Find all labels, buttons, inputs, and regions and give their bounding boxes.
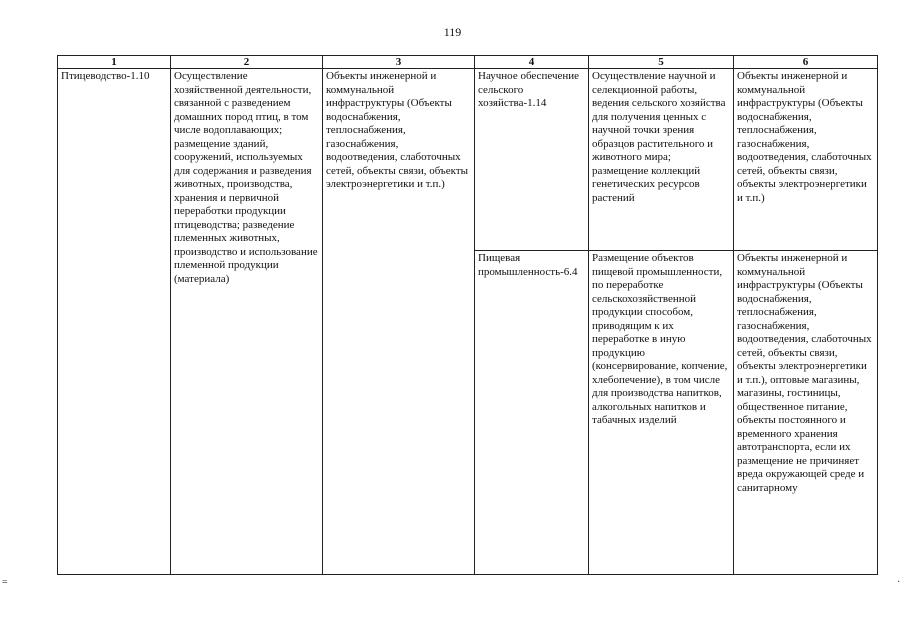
conditional-use-type-cell [475, 251, 589, 575]
conditional-use-description-cell [589, 251, 734, 575]
column-header-2: 2 [171, 56, 323, 69]
conditional-use-description: Осуществление научной и селекционной работы, ведения сельского хозяйства для получения ценных с научной точки зрения образцов растительного и животного мира; размещение коллекций генетических ресурсов растений [592, 70, 726, 204]
main-use-type: Птицеводство-1.10 [61, 70, 150, 82]
main-use-description: Осуществление хозяйственной деятельности, связанной с разведением домашних пород птиц, в том числе водоплавающих; размещение зданий, сооружений, используемых для содержания и разведения животных, производства, хранения и первичной переработки продукции птицеводства; разведение племенных животных, производство и использование племенной продукции (материала) [174, 70, 318, 285]
conditional-use-description: Размещение объектов пищевой промышленности, по переработке сельскохозяйственной продукции способом, приводящим к их переработке в иную продукцию (консервирование, копчение, хлебопечение), в том числе для производства напитков, алкогольных напитков и табачных изделий [592, 252, 728, 426]
zoning-table [57, 55, 878, 575]
main-use-type-cell [58, 69, 171, 575]
conditional-use-description-cell [589, 69, 734, 251]
main-use-objects: Объекты инженерной и коммунальной инфраструктуры (Объекты водоснабжения, теплоснабжения, газоснабжения, водоотведения, слаботочных сетей, объекты связи, объекты электроэнергетики и т.п.) [326, 70, 469, 190]
conditional-use-type-cell [475, 69, 589, 251]
table-row [58, 69, 878, 251]
conditional-use-objects: Объекты инженерной и коммунальной инфраструктуры (Объекты водоснабжения, теплоснабжения, газоснабжения, водоотведения, слаботочных сетей, объекты связи, объекты электроэнергетики и т.п.), оптовые магазины, магазины, гостиницы, общественное питание, объекты постоянного и временного хранения автотранспорта, если их размещение не причиняет вреда окружающей среде и санитарному [737, 252, 872, 494]
column-header-4: 4 [475, 56, 589, 69]
scan-edge-mark-left: = [2, 577, 8, 588]
main-use-description-cell [171, 69, 323, 575]
conditional-use-objects: Объекты инженерной и коммунальной инфраструктуры (Объекты водоснабжения, теплоснабжения, газоснабжения, водоотведения, слаботочных сетей, объекты связи, объекты электроэнергетики и т.п.) [737, 70, 872, 204]
conditional-use-objects-cell [734, 251, 878, 575]
header-row [58, 56, 878, 69]
conditional-use-objects-cell [734, 69, 878, 251]
conditional-use-type: Научное обеспечение сельского хозяйства-1.14 [478, 70, 580, 109]
page-number: 119 [443, 25, 462, 39]
conditional-use-type: Пищевая промышленность-6.4 [478, 252, 578, 278]
column-header-5: 5 [589, 56, 734, 69]
main-use-objects-cell [323, 69, 475, 575]
column-header-1: 1 [58, 56, 171, 69]
column-header-3: 3 [323, 56, 475, 69]
column-header-6: 6 [734, 56, 878, 69]
scan-edge-mark-right: · [897, 577, 901, 588]
